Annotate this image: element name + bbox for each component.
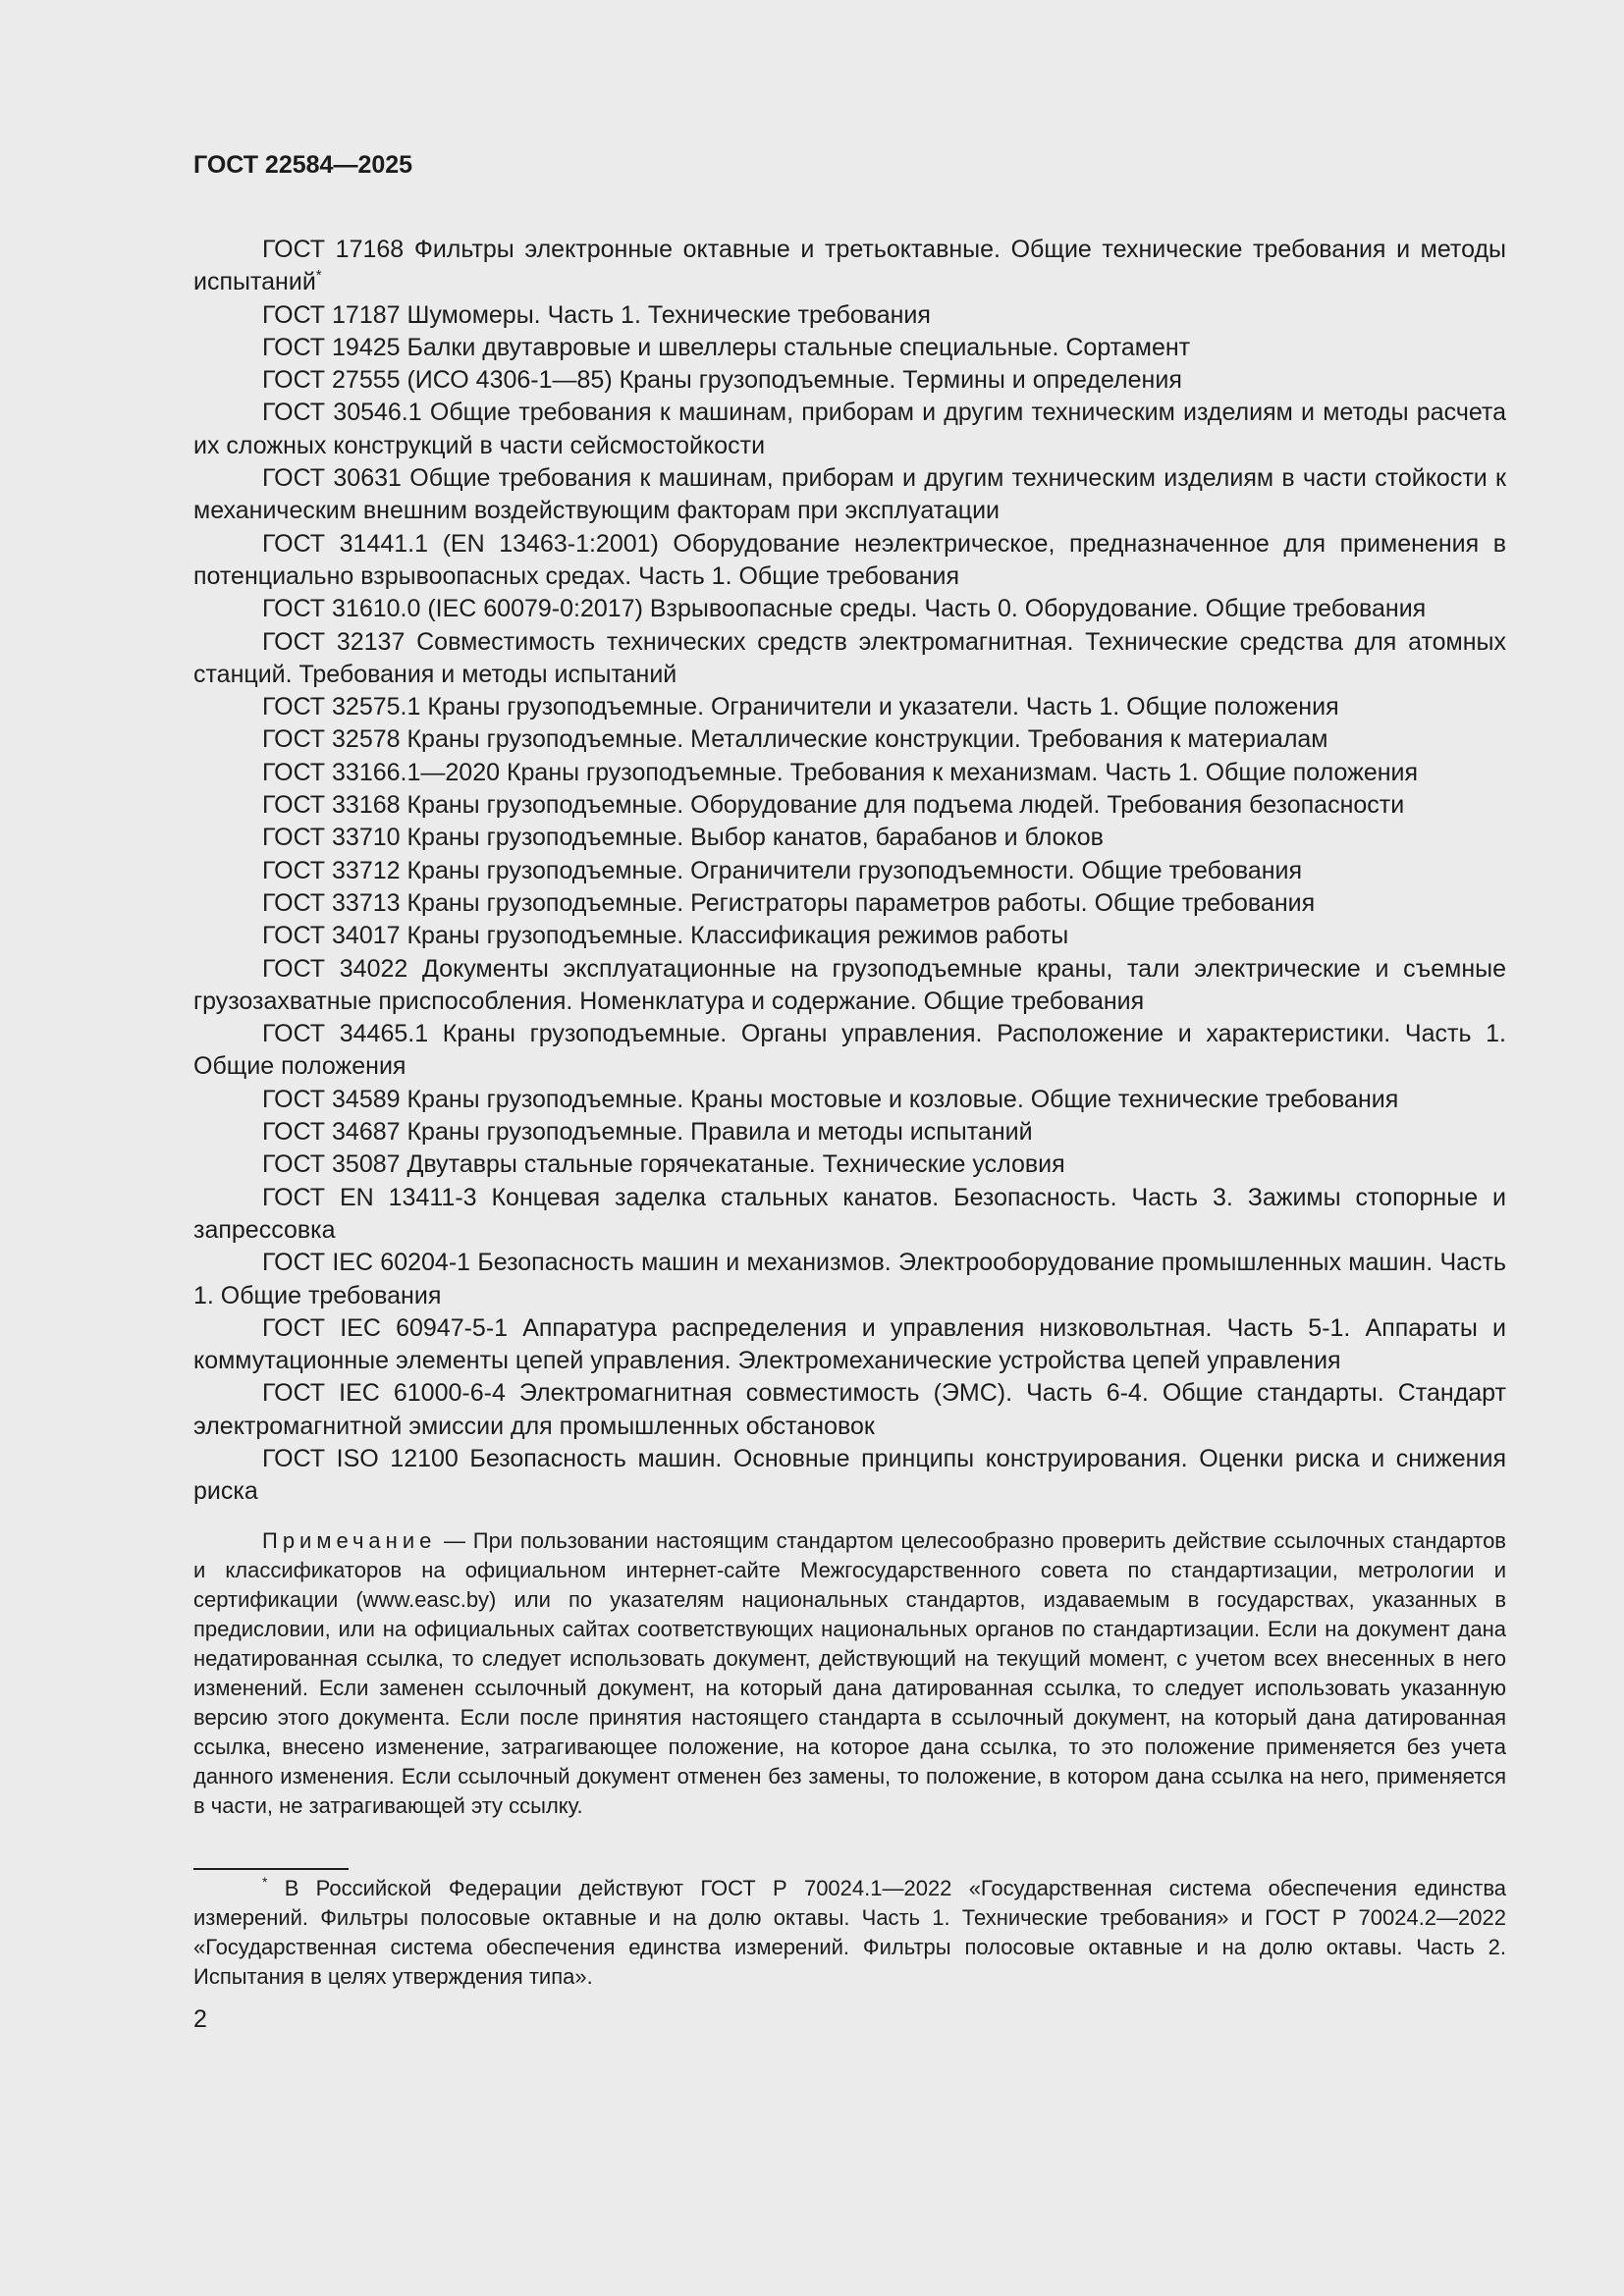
- reference-item: ГОСТ 32578 Краны грузоподъемные. Металлические конструкции. Требования к материалам: [262, 725, 1328, 754]
- reference-item: ГОСТ IEC 61000-6-4 Электромагнитная совместимость (ЭМС). Часть 6-4. Общие стандарты. Стандарт электромагнитной эмиссии для промышленных обстановок: [193, 1379, 1506, 1440]
- note-paragraph: [193, 1526, 1506, 1821]
- reference-item: ГОСТ 34687 Краны грузоподъемные. Правила и методы испытаний: [262, 1118, 1033, 1147]
- reference-item: ГОСТ 33166.1—2020 Краны грузоподъемные. Требования к механизмам. Часть 1. Общие положения: [262, 758, 1419, 786]
- reference-item: ГОСТ 27555 (ИСО 4306-1—85) Краны грузоподъемные. Термины и определения: [262, 366, 1182, 395]
- reference-item: ГОСТ 34589 Краны грузоподъемные. Краны мостовые и козловые. Общие технические требования: [262, 1085, 1399, 1113]
- reference-item: ГОСТ 33712 Краны грузоподъемные. Ограничители грузоподъемности. Общие требования: [262, 856, 1303, 884]
- reference-item: ГОСТ EN 13411-3 Концевая заделка стальных канатов. Безопасность. Часть 3. Зажимы стопорные и запрессовка: [193, 1183, 1506, 1244]
- reference-item: ГОСТ 32575.1 Краны грузоподъемные. Ограничители и указатели. Часть 1. Общие положения: [262, 693, 1339, 721]
- note-text: — При пользовании настоящим стандартом целесообразно проверить действие ссылочных стандартов и классификаторов на официальном интернет-сайте Межгосударственного совета по стандартизации, метрологии и сертификации (www.easc.by) или по указателям национальных стандартов, издаваемым в государствах, указанных в предисловии, или на официальных сайтах соответствующих национальных органов по стандартизации. Если на документ дана недатированная ссылка, то следует использовать документ, действующий на текущий момент, с учетом всех внесенных в него изменений. Если заменен ссылочный документ, на который дана датированная ссылка, то следует использовать указанную версию этого документа. Если после принятия настоящего стандарта в ссылочный документ, на который дана датированная ссылка, внесено изменение, затрагивающее положение, на которое дана ссылка, то это положение применяется без учета данного изменения. Если ссылочный документ отменен без замены, то положение, в котором дана ссылка на него, применяется в части, не затрагивающей эту ссылку.: [193, 1527, 1506, 1818]
- reference-item: ГОСТ 30631 Общие требования к машинам, приборам и другим техническим изделиям в части стойкости к механическим внешним воздействующим факторам при эксплуатации: [193, 464, 1506, 525]
- reference-item: ГОСТ 34465.1 Краны грузоподъемные. Органы управления. Расположение и характеристики. Часть 1. Общие положения: [193, 1020, 1506, 1081]
- reference-item: ГОСТ IEC 60204-1 Безопасность машин и механизмов. Электрооборудование промышленных машин. Часть 1. Общие требования: [193, 1249, 1506, 1309]
- footnote-marker: *: [262, 1873, 268, 1890]
- reference-item: ГОСТ 35087 Двутавры стальные горячекатаные. Технические условия: [262, 1150, 1065, 1179]
- reference-item: ГОСТ 30546.1 Общие требования к машинам, приборам и другим техническим изделиям и методы расчета их сложных конструкций в части сейсмостойкости: [193, 399, 1506, 459]
- normative-references-list: [193, 234, 1506, 1509]
- footnote-mark[interactable]: *: [315, 267, 322, 285]
- reference-item: ГОСТ 17168 Фильтры электронные октавные и третьоктавные. Общие технические требования и методы испытаний*: [193, 236, 1506, 296]
- page-number: 2: [193, 2004, 207, 2033]
- reference-item: ГОСТ 34017 Краны грузоподъемные. Классификация режимов работы: [262, 922, 1069, 950]
- footnote-text: В Российской Федерации действуют ГОСТ Р 70024.1—2022 «Государственная система обеспечения единства измерений. Фильтры полосовые октавные и на долю октавы. Часть 1. Технические требования» и ГОСТ Р 70024.2—2022 «Государственная система обеспечения единства измерений. Фильтры полосовые октавные и на долю октавы. Часть 2. Испытания в целях утверждения типа».: [193, 1875, 1506, 1989]
- reference-item: ГОСТ 33710 Краны грузоподъемные. Выбор канатов, барабанов и блоков: [262, 824, 1104, 852]
- footnote-divider: [193, 1868, 349, 1870]
- reference-item: ГОСТ IEC 60947-5-1 Аппаратура распределения и управления низковольтная. Часть 5-1. Аппараты и коммутационные элементы цепей управления. Электромеханические устройства цепей управления: [193, 1313, 1506, 1375]
- reference-item: ГОСТ 34022 Документы эксплуатационные на грузоподъемные краны, тали электрические и съемные грузозахватные приспособления. Номенклатура и содержание. Общие требования: [193, 954, 1506, 1015]
- reference-item: ГОСТ 17187 Шумомеры. Часть 1. Технические требования: [262, 300, 931, 329]
- reference-item: ГОСТ 31441.1 (EN 13463-1:2001) Оборудование неэлектрическое, предназначенное для применения в потенциально взрывоопасных средах. Часть 1. Общие требования: [193, 529, 1506, 590]
- note-label: Примечание: [262, 1527, 437, 1553]
- reference-item: ГОСТ 31610.0 (IEC 60079-0:2017) Взрывоопасные среды. Часть 0. Оборудование. Общие требования: [262, 595, 1427, 623]
- reference-item: ГОСТ 32137 Совместимость технических средств электромагнитная. Технические средства для атомных станций. Требования и методы испытаний: [193, 627, 1506, 688]
- reference-item: ГОСТ 33713 Краны грузоподъемные. Регистраторы параметров работы. Общие требования: [262, 888, 1316, 917]
- footnote: [193, 1874, 1506, 1992]
- reference-item: ГОСТ 33168 Краны грузоподъемные. Оборудование для подъема людей. Требования безопасности: [262, 791, 1405, 820]
- document-header: ГОСТ 22584—2025: [193, 151, 413, 179]
- reference-item: ГОСТ ISO 12100 Безопасность машин. Основные принципы конструирования. Оценки риска и снижения риска: [193, 1444, 1506, 1506]
- reference-item: ГОСТ 19425 Балки двутавровые и швеллеры стальные специальные. Сортамент: [262, 333, 1191, 361]
